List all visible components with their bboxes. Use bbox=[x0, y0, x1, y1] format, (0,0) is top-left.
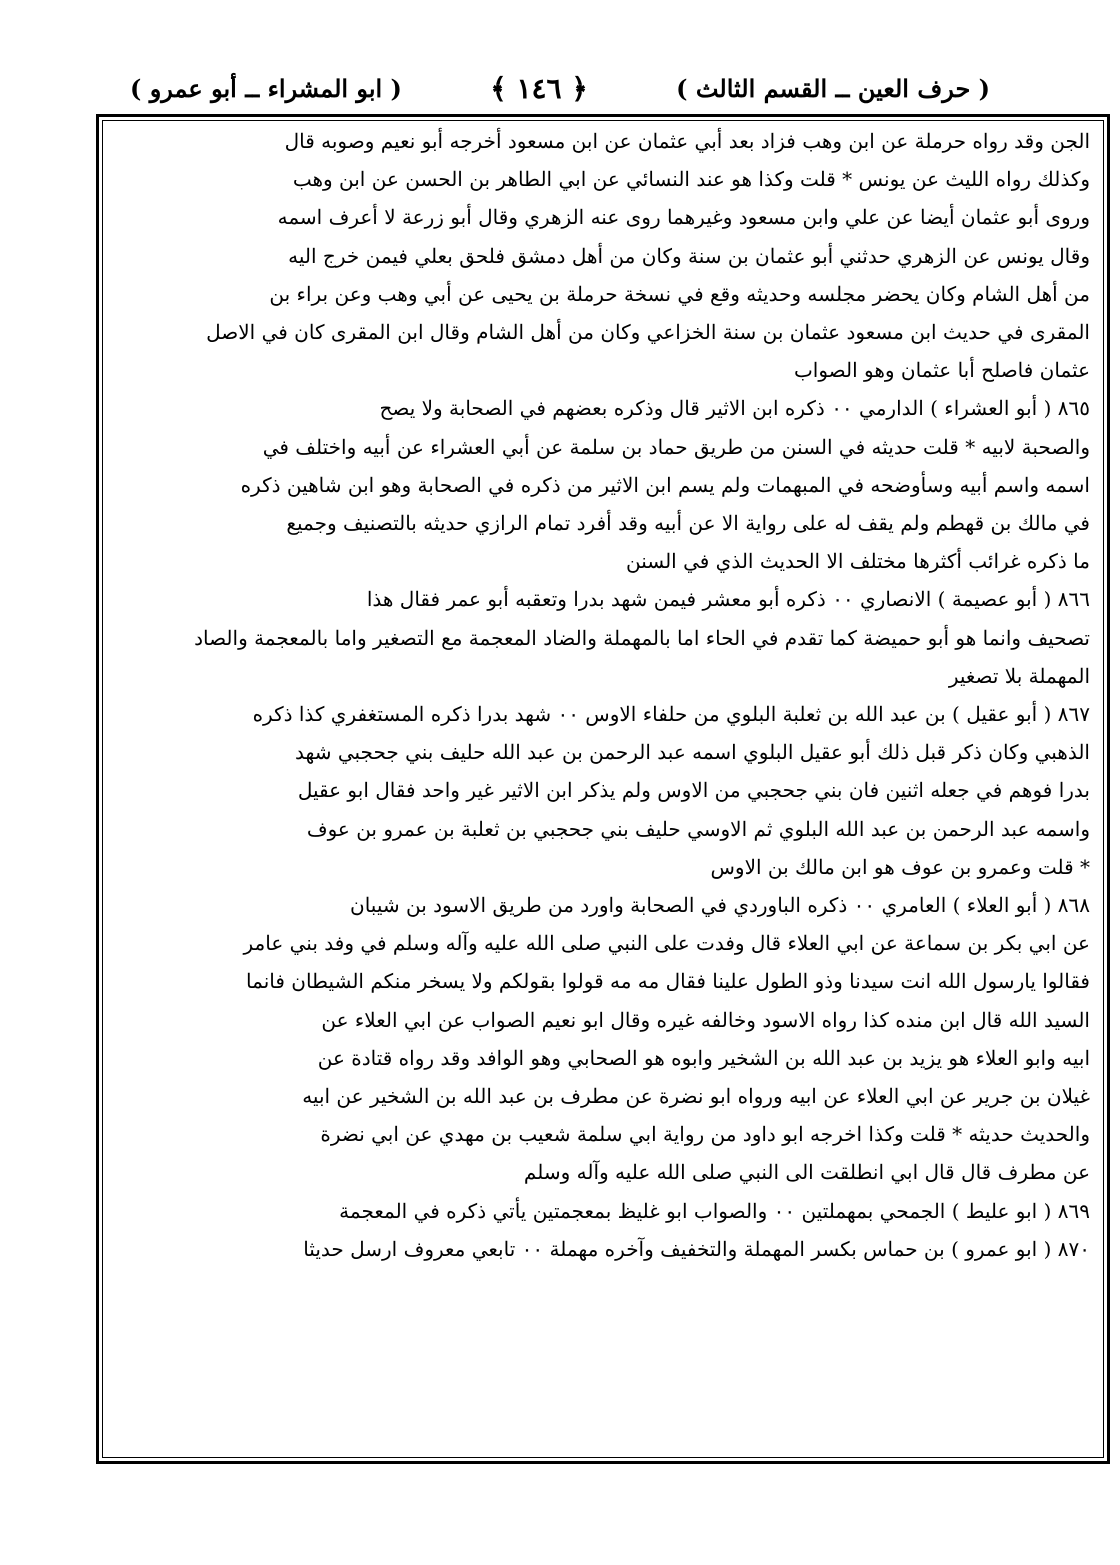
text-line: وكذلك رواه الليث عن يونس * قلت وكذا هو عند النسائي عن ابي الطاهر بن الحسن عن ابن وهب bbox=[292, 167, 1090, 192]
header-chapter-title: ( حرف العين ــ القسم الثالث ) bbox=[676, 73, 990, 103]
text-line: المقرى في حديث ابن مسعود عثمان بن سنة الخزاعي وكان من أهل الشام وقال ابن المقرى كان في الاصل bbox=[206, 320, 1090, 345]
entry-868-line: ٨٦٨ ( أبو العلاء ) العامري ٠٠ ذكره الباوردي في الصحابة واورد من طريق الاسود بن شيبان bbox=[350, 893, 1090, 918]
entry-867-line: ٨٦٧ ( أبو عقيل ) بن عبد الله بن ثعلبة البلوي من حلفاء الاوس ٠٠ شهد بدرا ذكره المستغفري كذا ذكره bbox=[252, 702, 1090, 727]
text-line: واسمه عبد الرحمن بن عبد الله البلوي ثم الاوسي حليف بني جحجبي بن ثعلبة بن عمرو بن عوف bbox=[306, 816, 1090, 841]
page-header bbox=[130, 68, 990, 108]
entry-869-line: ٨٦٩ ( ابو عليط ) الجمحي بمهملتين ٠٠ والصواب ابو غليظ بمعجمتين يأتي ذكره في المعجمة bbox=[339, 1198, 1090, 1223]
text-line: * قلت وعمرو بن عوف هو ابن مالك بن الاوس bbox=[710, 854, 1090, 879]
main-text-block bbox=[126, 122, 1090, 1458]
page-number: ﴿ ١٤٦ ﴾ bbox=[490, 71, 588, 105]
entry-865-line: ٨٦٥ ( أبو العشراء ) الدارمي ٠٠ ذكره ابن الاثير قال وذكره بعضهم في الصحابة ولا يصح bbox=[379, 396, 1090, 421]
text-line: ابيه وابو العلاء هو يزيد بن عبد الله بن الشخير وابوه هو الصحابي وهو الوافد وقد رواه قتادة عن bbox=[317, 1045, 1090, 1070]
text-line: المهملة بلا تصغير bbox=[948, 663, 1090, 688]
text-line: في مالك بن قهطم ولم يقف له على رواية الا عن أبيه وقد أفرد تمام الرازي حديثه بالتصنيف وجميع bbox=[286, 511, 1090, 536]
text-line: عن ابي بكر بن سماعة عن ابي العلاء قال وفدت على النبي صلى الله عليه وآله وسلم في وفد بني عامر bbox=[243, 931, 1090, 956]
text-line: الجن وقد رواه حرملة عن ابن وهب فزاد بعد أبي عثمان عن ابن مسعود أخرجه أبو نعيم وصوبه قال bbox=[284, 129, 1090, 153]
text-line: وقال يونس عن الزهري حدثني أبو عثمان بن سنة وكان من أهل دمشق فلحق بعلي فيمن خرج اليه bbox=[288, 243, 1090, 268]
text-line: عثمان فاصلح أبا عثمان وهو الصواب bbox=[793, 358, 1090, 383]
text-line: غيلان بن جرير عن ابي العلاء عن ابيه ورواه ابو نضرة عن مطرف بن عبد الله بن الشخير عن ابيه bbox=[302, 1084, 1090, 1109]
text-line: عن مطرف قال قال ابي انطلقت الى النبي صلى الله عليه وآله وسلم bbox=[523, 1160, 1090, 1185]
text-line: من أهل الشام وكان يحضر مجلسه وحديثه وقع في نسخة حرملة بن يحيى عن أبي وهب وعن براء بن bbox=[269, 281, 1090, 306]
text-line: وروى أبو عثمان أيضا عن علي وابن مسعود وغيرهما روى عنه الزهري وقال أبو زرعة لا أعرف اسمه bbox=[277, 205, 1090, 230]
text-line: السيد الله قال ابن منده كذا رواه الاسود وخالفه غيره وقال ابو نعيم الصواب عن ابي العلاء عن bbox=[321, 1007, 1090, 1032]
text-line: تصحيف وانما هو أبو حميضة كما تقدم في الحاء اما بالمهملة والضاد المعجمة مع التصغير واما بالمعجمة والصاد bbox=[194, 625, 1090, 650]
text-line: فقالوا يارسول الله انت سيدنا وذو الطول علينا فقال مه مه قولوا بقولكم ولا يسخر منكم الشيطان فانما bbox=[246, 969, 1090, 994]
text-line: والصحبة لابيه * قلت حديثه في السنن من طريق حماد بن سلمة عن أبي العشراء عن أبيه واختلف في bbox=[262, 434, 1090, 459]
text-line: الذهبي وكان ذكر قبل ذلك أبو عقيل البلوي اسمه عبد الرحمن بن عبد الله حليف بني جحجبي شهد bbox=[295, 740, 1090, 765]
entry-866-line: ٨٦٦ ( أبو عصيمة ) الانصاري ٠٠ ذكره أبو معشر فيمن شهد بدرا وتعقبه أبو عمر فقال هذا bbox=[366, 587, 1090, 612]
entry-870-line: ٨٧٠ ( ابو عمرو ) بن حماس بكسر المهملة والتخفيف وآخره مهملة ٠٠ تابعي معروف ارسل حديثا bbox=[303, 1236, 1090, 1261]
header-entry-range: ( ابو المشراء ــ أبو عمرو ) bbox=[130, 73, 402, 103]
text-line: ما ذكره غرائب أكثرها مختلف الا الحديث الذي في السنن bbox=[625, 549, 1090, 574]
text-line: اسمه واسم أبيه وسأوضحه في المبهمات ولم يسم ابن الاثير من ذكره في الصحابة وهو ابن شاهين ذكره bbox=[240, 472, 1090, 497]
text-line: والحديث حديثه * قلت وكذا اخرجه ابو داود من رواية ابي سلمة شعيب بن مهدي عن ابي نضرة bbox=[320, 1122, 1090, 1147]
text-line: بدرا فوهم في جعله اثنين فان بني جحجبي من الاوس ولم يذكر ابن الاثير غير واحد فقال ابو عقيل bbox=[297, 778, 1090, 803]
